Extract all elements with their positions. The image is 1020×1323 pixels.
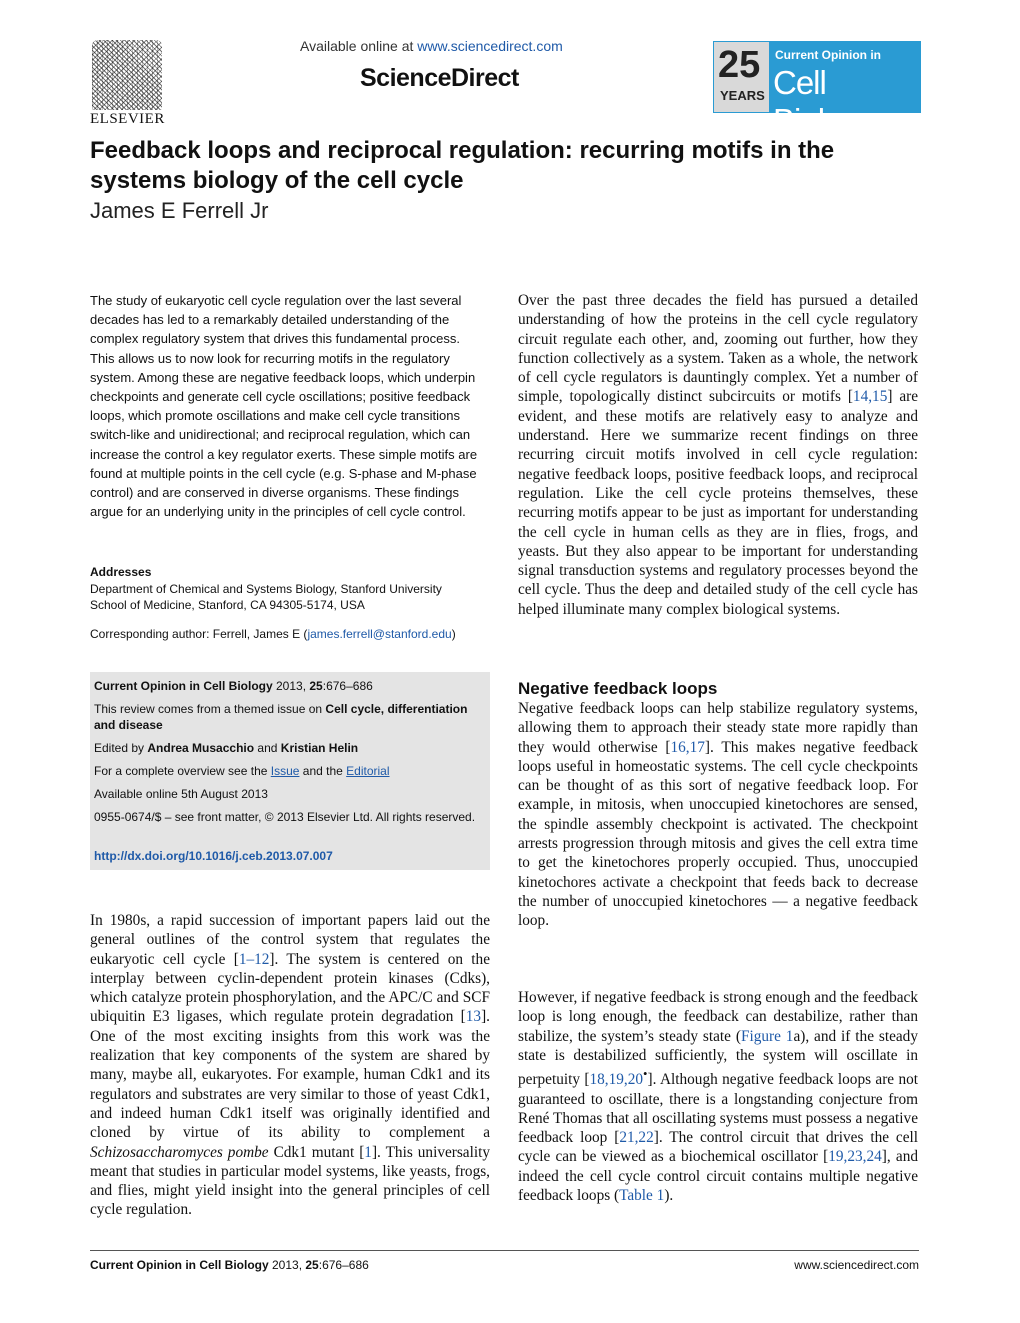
journal-name-block (769, 42, 920, 139)
platform-name: ScienceDirect (360, 64, 519, 92)
article-title: Feedback loops and reciprocal regulation: recurring motifs in the systems biology of the cell cycle (90, 137, 835, 194)
abstract: The study of eukaryotic cell cycle regulation over the last several decades has led to a remarkably detailed understanding of the complex regulatory system that drives this fundamental process. This allows us to now look for recurring motifs in the regulatory system. Among these are negative feedback loops, which underpin checkpoints and generate cell cycle oscillations; positive feedback loops, which promote oscillations and make cell cycle transitions switch-like and unidirectional; and reciprocal regulation, which can increase the control a key regulator exerts. These simple motifs are found at multiple points in the cell cycle (e.g. S-phase and M-phase control) and are conserved in diverse organisms. These findings argue for an underlying unity in the principles of cell cycle control. (90, 293, 478, 520)
citation-link[interactable]: 1 (364, 1143, 372, 1161)
table-link[interactable]: Table 1 (619, 1187, 665, 1205)
author-email-link[interactable]: james.ferrell@stanford.edu (307, 627, 452, 641)
citation-line: Current Opinion in Cell Biology 2013, 25:676–686 (94, 679, 373, 693)
body-text-right-intro: Over the past three decades the field has pursued a detailed understanding of how the proteins in the cell cycle regulatory circuit regulate each other, and, zooming out further, how they function collectively as a system. Taken as a whole, the network of cell cycle regulators is dauntingly complex. Yet a number of simple, topologically distinct subcircuits or motifs [14,15] are evident, and these motifs are relatively easy to analyze and understand. Here we summarize recent findings on three recurring circuit motifs involved in cell cycle regulation: negative feedback loops, positive feedback loops, and reciprocal regulation. Like the cell cycle proteins themselves, these recurring motifs appear to be just as important for understanding the cell cycle in human cells as they are in flies, frogs, and yeasts. But they also appear to be important for understanding signal transduction systems and regulatory processes beyond the cell cycle. Thus the deep and detailed study of the cell cycle has helped illuminate many complex biological systems. (518, 292, 918, 618)
article-author: James E Ferrell Jr (90, 198, 269, 223)
addresses-heading: Addresses (90, 565, 152, 579)
article-info-box (90, 672, 490, 870)
body-text-right-p3: However, if negative feedback is strong enough and the feedback loop is long enough, the feedback can destabilize, rather than stabilize, the system’s steady state (Figure 1a), and if the steady state is destabilized sufficiently, the system will oscillate in perpetuity [18,19,20•]. Although negative feedback loops are not guaranteed to oscillate, there is a longstanding conjecture from René Thomas that all oscillating systems must possess a negative feedback loop [21,22]. The control circuit that drives the cell cycle can be viewed as a biochemical oscillator [19,23,24], and indeed the cell cycle control circuit contains multiple negative feedback loops (Table 1). (518, 989, 919, 1205)
editorial-link[interactable]: Editorial (346, 764, 390, 778)
section-heading: Negative feedback loops (518, 679, 718, 698)
issue-link[interactable]: Issue (270, 764, 300, 778)
doi-link[interactable]: http://dx.doi.org/10.1016/j.ceb.2013.07.007 (94, 849, 333, 863)
journal-badge (713, 41, 921, 139)
overview-line: For a complete overview see the Issue and the Editorial (94, 764, 390, 778)
journal-name-line2: Cell Biology (773, 64, 875, 139)
citation-link[interactable]: 14,15 (852, 388, 888, 406)
rights-line: 0955-0674/$ – see front matter, © 2013 Elsevier Ltd. All rights reserved. (94, 810, 476, 824)
body-text-left: In 1980s, a rapid succession of important papers laid out the general outlines of the control system that regulates the eukaryotic cell cycle [1–12]. The system is centered on the interplay between cyclin-dependent protein kinases (Cdks), which catalyze protein phosphorylation, and the APC/C and SCF ubiquitin E3 ligases, which regulate protein degradation [13]. One of the most exciting insights from this work was the realization that key components of the system are shared by many, maybe all, eukaryotes. For example, human Cdk1 and its regulators and substrates are very similar to those of yeast Cdk1, and indeed human Cdk1 itself was originally identified and cloned by virtue of its ability to complement a Schizosaccharomyces pombe Cdk1 mutant [1]. This universality meant that studies in particular model systems, like yeasts, frogs, and flies, might yield insight into the general principles of cell cycle regulation. (90, 912, 490, 1219)
address-line: Department of Chemical and Systems Biology, Stanford University (90, 582, 442, 596)
anniversary-years: YEARS (720, 88, 765, 103)
citation-link[interactable]: 19,23,24 (828, 1148, 882, 1166)
figure-link[interactable]: Figure 1 (740, 1027, 794, 1045)
citation-link[interactable]: 1–12 (238, 950, 270, 968)
corresponding-author: Corresponding author: Ferrell, James E (james.ferrell@stanford.edu) (90, 627, 456, 641)
footer-citation: Current Opinion in Cell Biology 2013, 25:676–686 (90, 1258, 369, 1272)
journal-name-line1: Current Opinion in (775, 48, 881, 62)
anniversary-number: 25 (718, 44, 761, 86)
availability-line: Available online at www.sciencedirect.com (300, 38, 563, 54)
recommended-marker: • (643, 1067, 648, 1082)
body-text-right-p2: Negative feedback loops can help stabilize regulatory systems, allowing them to approach their steady state more rapidly than they would otherwise [16,17]. This makes negative feedback loops useful in homeostatic systems. The cell cycle checkpoints can be thought of as this sort of negative feedback loop. For example, in mitosis, when unoccupied kinetochores are sensed, the spindle assembly checkpoint is activated. The checkpoint arrests progression through mitosis and gives the cell extra time to get the kinetochores properly occupied. Thus, unoccupied kinetochores activate a checkpoint that feeds back to decrease the number of unoccupied kinetochores — a negative feedback loop. (518, 700, 918, 930)
editors-line: Edited by Andrea Musacchio and Kristian Helin (94, 741, 359, 755)
publisher-logo-text: ELSEVIER (90, 111, 165, 127)
anniversary-block (714, 42, 769, 112)
address-line: School of Medicine, Stanford, CA 94305-5174, USA (90, 598, 365, 612)
sciencedirect-link[interactable]: www.sciencedirect.com (417, 38, 563, 54)
footer-divider (90, 1250, 919, 1251)
citation-link[interactable]: 16,17 (670, 738, 705, 756)
citation-link[interactable]: 13 (465, 1008, 482, 1026)
citation-link[interactable]: 18,19,20 (589, 1071, 644, 1089)
elsevier-tree-logo (92, 40, 162, 110)
citation-link[interactable]: 21,22 (619, 1129, 654, 1147)
footer-url[interactable]: www.sciencedirect.com (794, 1258, 919, 1272)
available-online-line: Available online 5th August 2013 (94, 787, 268, 801)
themed-issue-line: This review comes from a themed issue on Cell cycle, differentiation and disease (94, 702, 468, 732)
addresses (90, 581, 490, 613)
